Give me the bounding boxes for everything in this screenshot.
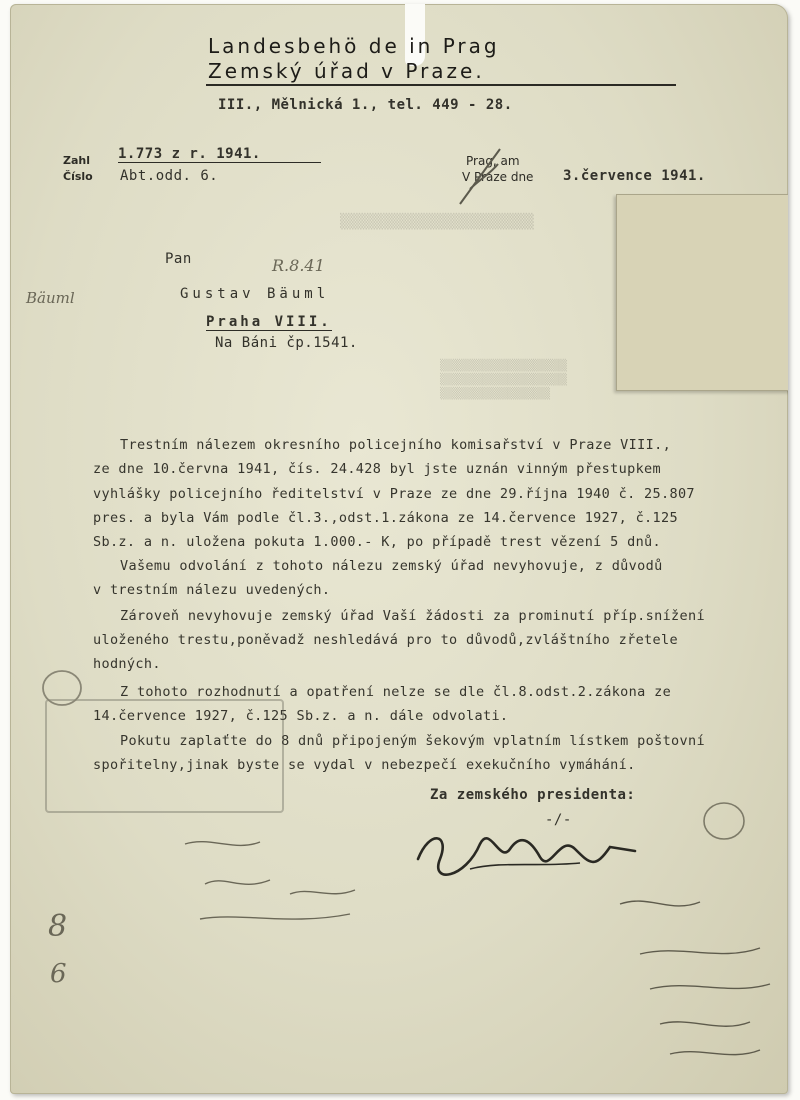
recipient-street: Na Báni čp.1541.: [215, 335, 358, 351]
diagonal-check-mark: [450, 144, 510, 214]
body-line: v trestním nálezu uvedených.: [93, 582, 331, 598]
authority-name-german: Landesbehö de in Prag: [208, 34, 500, 58]
recipient-pencil-number: R.8.41: [272, 256, 325, 275]
body-line: vyhlášky policejního ředitelství v Praze ze dne 29.října 1940 č. 25.807: [93, 486, 695, 502]
pencil-notations: [180, 834, 410, 944]
bleed-through-text: ▒▒▒▒▒▒▒▒▒▒▒▒▒▒▒▒▒▒: [340, 214, 534, 230]
document-sheet: [10, 4, 788, 1094]
department: Abt.odd. 6.: [120, 168, 219, 184]
circle-mark: [700, 799, 750, 849]
recipient-city: Praha VIII.: [206, 314, 332, 330]
margin-number: 8: [48, 909, 68, 944]
body-line: Pokutu zaplaťte do 8 dnů připojeným šekovým vplatním lístkem poštovní: [120, 733, 705, 749]
recipient-salutation: Pan: [165, 251, 192, 267]
body-line: Vašemu odvolání z tohoto nálezu zemský úřad nevyhovuje, z důvodů: [120, 558, 663, 574]
margin-number-2: 6: [50, 959, 67, 989]
lower-right-pencil-notes: [610, 884, 780, 1084]
document-date: 3.července 1941.: [563, 168, 706, 184]
body-line: Sb.z. a n. uložena pokuta 1.000.- K, po případě trest vězení 5 dnů.: [93, 534, 662, 550]
pasted-paper-slip: [616, 194, 788, 391]
label-cislo: Číslo: [63, 170, 93, 183]
circled-number-mark: [40, 664, 90, 714]
body-line: Trestním nálezem okresního policejního komisařství v Praze VIII.,: [120, 437, 672, 453]
body-line: 14.července 1927, č.125 Sb.z. a n. dále odvolati.: [93, 708, 509, 724]
header-rule: [206, 84, 676, 86]
reference-number: 1.773 z r. 1941.: [118, 146, 321, 163]
label-zahl: Zahl: [63, 154, 91, 167]
body-line: spořitelny,jinak byste se vydal v nebezpečí exekučního vymáhání.: [93, 757, 636, 773]
authority-address: III., Mělnická 1., tel. 449 - 28.: [218, 97, 513, 113]
body-line: Zároveň nevyhovuje zemský úřad Vaší žádosti za prominutí příp.snížení: [120, 608, 705, 624]
margin-pencil-note: Bäuml: [26, 289, 75, 307]
closing-line: Za zemského presidenta:: [430, 787, 636, 803]
body-line: pres. a byla Vám podle čl.3.,odst.1.zákona ze 14.července 1927, č.125: [93, 510, 678, 526]
body-line: Z tohoto rozhodnutí a opatření nelze se dle čl.8.odst.2.zákona ze: [120, 684, 672, 700]
body-line: uloženého trestu,poněvadž neshledává pro to důvodů,zvláštního zřetele: [93, 632, 678, 648]
bleed-through-stamp: ▒▒▒▒▒▒▒▒▒▒▒▒▒▒▒ ▒▒▒▒▒▒▒▒▒▒▒▒▒▒▒ ▒▒▒▒▒▒▒▒▒▒▒▒▒: [440, 359, 567, 400]
faded-rubber-stamp: [45, 699, 284, 813]
authority-name-czech: Zemský úřad v Praze.: [208, 59, 485, 83]
place-label-czech: V Praze dne: [462, 170, 534, 184]
body-line: hodných.: [93, 656, 161, 672]
signature-mark: -/-: [545, 812, 572, 828]
place-label-german: Prag, am: [466, 154, 520, 168]
body-line: ze dne 10.června 1941, čís. 24.428 byl jste uznán vinným přestupkem: [93, 461, 662, 477]
recipient-name: Gustav Bäuml: [180, 286, 330, 302]
handwritten-signature: [410, 819, 650, 889]
